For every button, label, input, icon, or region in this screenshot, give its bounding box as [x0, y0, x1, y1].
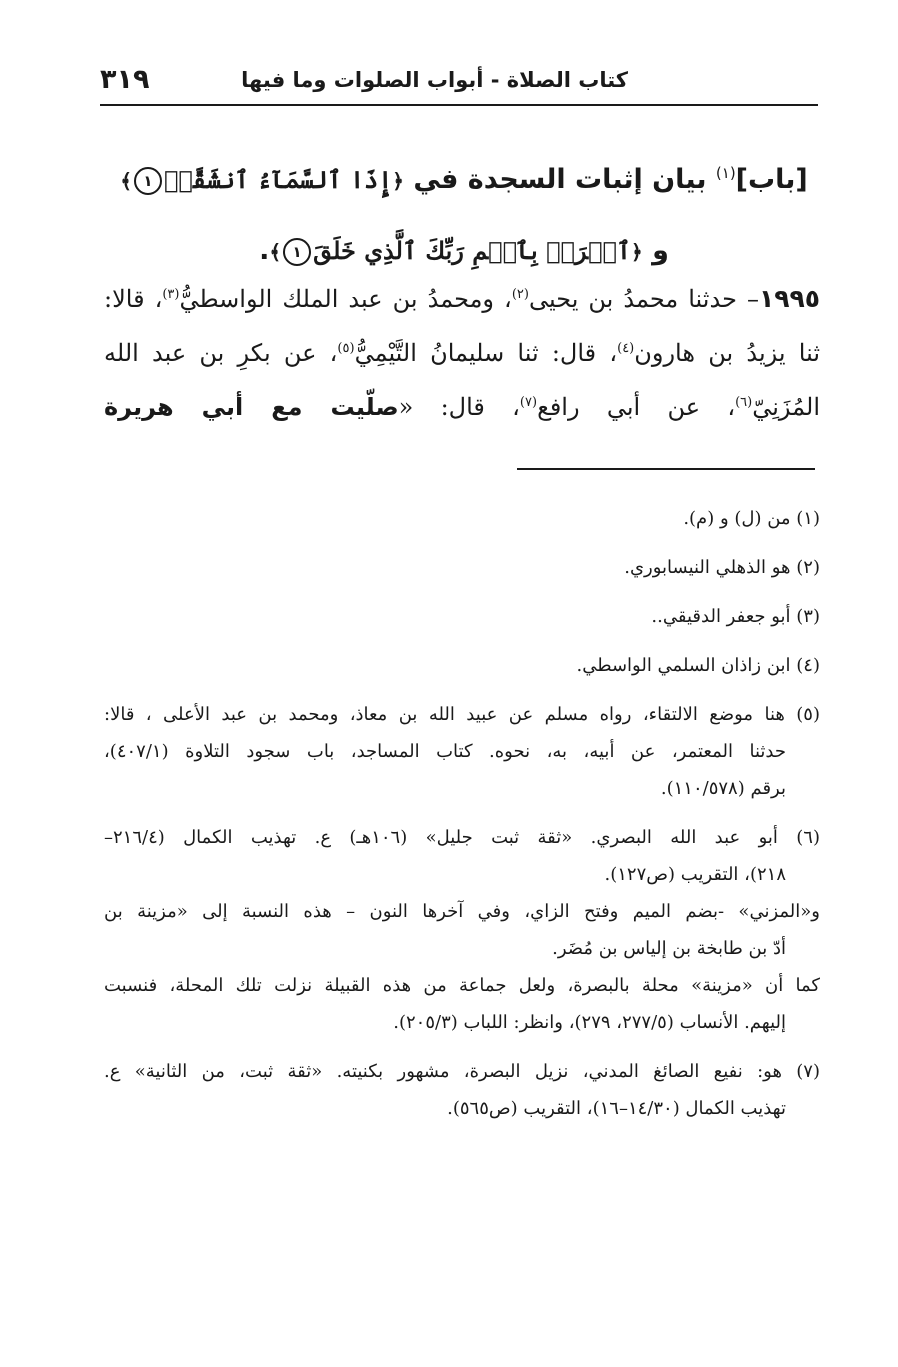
footnote-ref: (٧): [519, 395, 538, 410]
conjunction: و: [652, 235, 669, 266]
ayah-number-marker: ١: [283, 238, 311, 266]
footnote-line: (٤) ابن زاذان السلمي الواسطي.: [576, 655, 820, 676]
header-rule: [100, 104, 818, 106]
heading-period: .: [259, 235, 270, 266]
quran-close-bracket: ﴾: [269, 240, 282, 264]
hadith-text: [104, 272, 820, 434]
quran-verse-inshiqaq: إِذَا ٱلسَّمَآءُ ٱنشَقَّتۡ: [163, 165, 393, 194]
footnote-line: (٦) أبو عبد الله البصري. «ثقة ثبت جليل» (١٠٦هـ) ع. تهذيب الكمال (٢١٦/٤–: [104, 827, 820, 848]
footnote-ref: (٦): [735, 395, 753, 410]
footnote-7: [104, 1053, 820, 1127]
page-number: ٣١٩: [100, 64, 150, 95]
isnad-text: – حدثنا محمدُ بن يحيى: [528, 285, 759, 313]
footnote-line: برقم (١١٠/٥٧٨).: [660, 778, 786, 799]
quran-open-bracket: ﴿: [630, 240, 643, 264]
footnote-line: (٥) هنا موضع الالتقاء، رواه مسلم عن عبيد الله بن معاذ، ومحمد بن عبد الأعلى ، قالا:: [104, 704, 820, 725]
matn-text: صلّيت مع أبي هريرة: [104, 393, 399, 421]
footnotes: [104, 500, 820, 1139]
footnote-line: و«المزني» -بضم الميم وفتح الزاي، وفي آخرها النون – هذه النسبة إلى «مزينة بن: [104, 901, 820, 922]
chapter-title: بيان إثبات السجدة في: [413, 164, 707, 195]
footnote-line: حدثنا المعتمر، عن أبيه، به، نحوه. كتاب المساجد، باب سجود التلاوة (٤٠٧/١)،: [104, 741, 786, 762]
footnote-ref: (٥): [337, 341, 355, 356]
isnad-text: ، عن بكرِ بن عبد الله المُزَنِيّ: [104, 339, 820, 421]
footnote-ref: (٤): [617, 341, 635, 356]
footnote-2: [104, 549, 820, 586]
quran-verse-alaq: ٱقۡرَأۡ بِٱسۡمِ رَبِّكَ ٱلَّذِي خَلَقَ: [313, 236, 631, 265]
footnote-ref: (٢): [511, 287, 529, 302]
hadith-number: ١٩٩٥: [758, 284, 820, 313]
footnote-line: تهذيب الكمال (١٤/٣٠–١٦)، التقريب (ص٥٦٥).: [447, 1098, 786, 1119]
footnote-line: (١) من (ل) و (م).: [683, 508, 820, 529]
bab-label: [باب]: [735, 164, 808, 195]
footnote-line: كما أن «مزينة» محلة بالبصرة، ولعل جماعة من هذه القبيلة نزلت تلك المحلة، فنسبت: [104, 975, 820, 996]
footnote-line: (٢) هو الذهلي النيسابوري.: [624, 557, 820, 578]
isnad-text: ، ومحمدُ بن عبد الملك الواسطيُّ: [179, 285, 512, 313]
isnad-text: ، قال: ثنا سليمانُ التَّيْمِيُّ: [354, 339, 618, 367]
footnote-4: [104, 647, 820, 684]
footnote-ref: (١): [715, 164, 736, 182]
isnad-text: ، قالا: ثنا يزيدُ بن هارون: [104, 285, 821, 367]
footnote-line: ٢١٨)، التقريب (ص١٢٧).: [604, 864, 786, 885]
footnote-separator: [517, 468, 815, 470]
quran-open-bracket: ﴿: [392, 169, 404, 193]
footnote-6: [104, 819, 820, 1041]
footnote-line: (٣) أبو جعفر الدقيقي..: [651, 606, 820, 627]
footnote-ref: (٣): [162, 287, 180, 302]
isnad-text: ، قال: «: [398, 393, 520, 421]
footnote-5: [104, 696, 820, 807]
footnote-line: إليهم. الأنساب (٢٧٧/٥، ٢٧٩)، وانظر: اللباب (٢٠٥/٣).: [393, 1012, 786, 1033]
quran-close-bracket: ﴾: [120, 169, 132, 193]
running-header: [100, 62, 818, 106]
footnote-line: (٧) هو: نفيع الصائغ المدني، نزيل البصرة، مشهور بكنيته. «ثقة ثبت، من الثانية» ع.: [104, 1061, 820, 1082]
isnad-text: ، عن أبي رافع: [537, 393, 736, 421]
ayah-number-marker: ١: [134, 167, 162, 195]
footnote-line: أدّ بن طابخة بن إلياس بن مُضَر.: [552, 938, 786, 959]
running-title: كتاب الصلاة - أبواب الصلوات وما فيها: [241, 68, 628, 92]
chapter-heading: [108, 138, 820, 287]
footnote-1: [104, 500, 820, 537]
footnote-3: [104, 598, 820, 635]
